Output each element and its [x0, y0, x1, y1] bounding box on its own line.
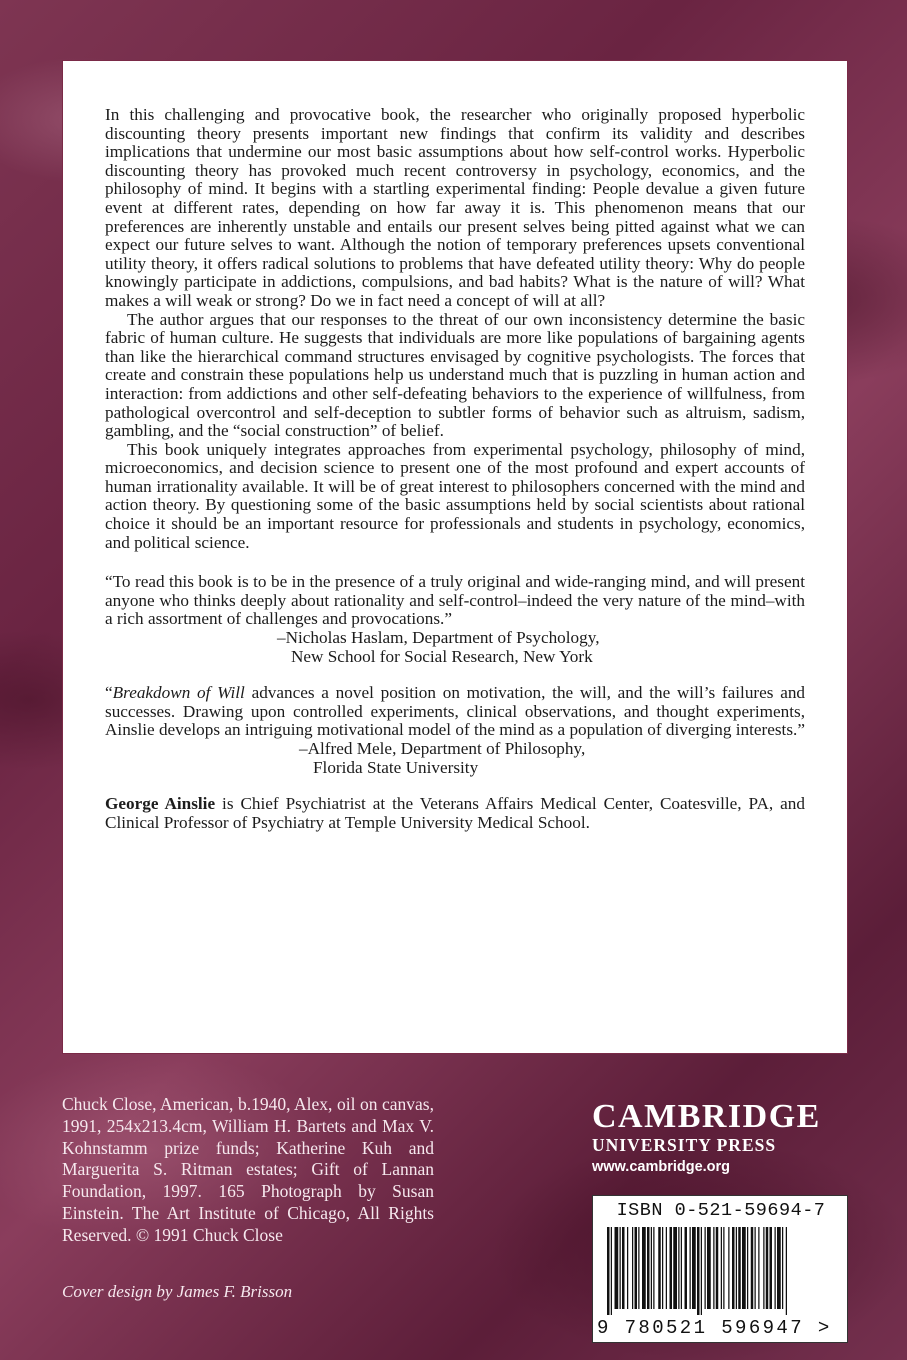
barcode-bar	[678, 1227, 679, 1309]
isbn-label: ISBN 0-521-59694-7	[616, 1200, 826, 1221]
barcode-bar	[770, 1227, 773, 1309]
barcode-bar	[736, 1227, 737, 1309]
spacer	[105, 777, 805, 795]
barcode-bar	[713, 1227, 714, 1309]
barcode-bar	[751, 1227, 754, 1309]
blurb-panel	[62, 60, 848, 1054]
review-attribution-2-line-2: Florida State University	[313, 757, 479, 777]
blurb-paragraph-2: The author argues that our responses to the threat of our own inconsistency determine the basic fabric of human culture. He suggests that individuals are more like populations of bargaining agents than like the hierarchical command structures envisaged by cognitive psychologists. The forces that create and constrain these populations help us understand much that is puzzling in human action and interaction: from addictions and other self-defeating behaviors to the experience of willfulness, from pathological overcontrol and self-deception to subtler forms of behavior such as altruism, sadism, gambling, and the “social construction” of belief.	[105, 309, 805, 441]
cover-design-credit: Cover design by James F. Brisson	[62, 1282, 293, 1301]
barcode-bar	[707, 1227, 711, 1309]
barcode-bar	[658, 1227, 661, 1309]
barcode-bar	[642, 1227, 646, 1309]
barcode-bar	[701, 1227, 702, 1315]
barcode-bar	[653, 1227, 654, 1309]
barcode-bar	[622, 1227, 625, 1309]
author-bio-text: is Chief Psychiatrist at the Veterans Affairs Medical Center, Coatesville, PA, and Clinical Professor of Psychiatry at Temple University Medical School.	[105, 794, 805, 832]
barcode-digits: 9 780521 596947 >	[597, 1317, 832, 1339]
review-quote-2	[105, 684, 805, 740]
barcode-bar	[747, 1227, 748, 1309]
author-bio	[105, 795, 805, 832]
barcode-bar	[647, 1227, 650, 1309]
publisher-url: www.cambridge.org	[592, 1159, 731, 1175]
barcode-bar	[738, 1227, 741, 1309]
barcode-bar	[763, 1227, 764, 1309]
barcode-bar	[758, 1227, 759, 1309]
barcode-bar	[615, 1227, 619, 1309]
spacer	[105, 552, 805, 573]
barcode-bar	[742, 1227, 746, 1309]
barcode-bar	[620, 1227, 621, 1309]
barcode-bar	[673, 1227, 677, 1309]
blurb-paragraph-3: This book uniquely integrates approaches from experimental psychology, philosophy of mind, microeconomics, and decision science to present one of the most profound and expert accounts of human irrationality available. It will be of great interest to philosophers concerned with the mind and action theory. By questioning some of the basic assumptions held by social scientists about rational choice it should be an important resource for professionals and students in psychology, economics, and political science.	[105, 439, 805, 552]
barcode-bar	[786, 1227, 787, 1315]
barcode-bar	[716, 1227, 719, 1309]
barcode-bar	[728, 1227, 729, 1309]
review-attribution-1-line-1: –Nicholas Haslam, Department of Psychology,	[277, 628, 600, 648]
barcode-bar	[685, 1227, 688, 1309]
barcode-bar	[692, 1227, 696, 1309]
barcode-bar	[723, 1227, 724, 1309]
barcode-bar	[607, 1227, 610, 1315]
review-attribution-2-line-1: –Alfred Mele, Department of Philosophy,	[299, 739, 586, 758]
spacer	[105, 666, 805, 684]
barcode-bar	[732, 1227, 735, 1309]
review-attribution-1-line-2: New School for Social Research, New York	[291, 646, 593, 666]
barcode-bar	[775, 1227, 776, 1309]
barcode-bar	[666, 1227, 667, 1309]
barcode-bar	[627, 1227, 628, 1309]
blurb-paragraph-1: In this challenging and provocative book, the researcher who originally proposed hyperbolic discounting theory presents important new findings that confirm its validity and describes implications that undermine our most basic assumptions about how self-control works. Hyperbolic discounting theory has provoked much recent controversy in psychology, economics, and the philosophy of mind. It begins with a startling experimental finding: People devalue a given future event at different rates, depending on how far away it is. This phenomenon means that our preferences are inherently unstable and entails our present selves being pitted against what we can expect our future selves to want. Although the notion of temporary preferences upsets conventional utility theory, it offers radical solutions to problems that have defeated utility theory: Why do people knowingly participate in addictions, compulsions, and bad habits? What is the nature of will? What makes a will weak or strong? Do we in fact need a concept of will at all?	[105, 105, 805, 310]
author-name: George Ainslie	[105, 794, 216, 814]
publisher-name: CAMBRIDGE	[592, 1098, 821, 1135]
barcode-bar	[670, 1227, 673, 1309]
barcode-bar	[635, 1227, 638, 1309]
cover-art-credit: Chuck Close, American, b.1940, Alex, oil on canvas, 1991, 254x213.4cm, William H. Bartets and Max V. Kohnstamm prize funds; Katherine Kuh and Marguerita S. Ritman estates; Gift of Lannan Foundation, 1997. 165 Photograph by Susan Einstein. The Art Institute of Chicago, All Rights Reserved. © 1991 Chuck Close	[62, 1094, 434, 1245]
barcode-bar	[721, 1227, 722, 1309]
review-quote-2-book-title: Breakdown of Will	[112, 683, 245, 703]
publisher-subtitle: UNIVERSITY PRESS	[592, 1135, 777, 1155]
review-quote-1: “To read this book is to be in the presence of a truly original and wide-ranging mind, and will present anyone who thinks deeply about rationality and self-control–indeed the very nature of the mind–with a rich assortment of challenges and provocations.”	[105, 572, 805, 629]
barcode-bar	[662, 1227, 663, 1309]
publisher-logo	[592, 1100, 848, 1175]
isbn-barcode-block	[592, 1195, 848, 1343]
barcode-bar	[697, 1227, 700, 1315]
barcode-bar	[777, 1227, 781, 1309]
barcode-bar	[681, 1227, 682, 1309]
barcode-bar	[611, 1227, 612, 1315]
barcode-graphic	[599, 1227, 843, 1315]
barcode-bar	[782, 1227, 783, 1309]
barcode-bar	[705, 1227, 706, 1309]
review-quote-2-open-mark: “	[105, 683, 113, 703]
barcode-bar	[690, 1227, 691, 1309]
barcode-bar	[632, 1227, 633, 1309]
barcode-bar	[755, 1227, 756, 1309]
barcode-bar	[651, 1227, 652, 1309]
blurb-content	[105, 106, 805, 832]
barcode-bar	[638, 1227, 639, 1309]
barcode-bar	[766, 1227, 769, 1309]
review-quote-2-text: advances a novel position on motivation, the will, and the will’s failures and successes. Drawing upon controlled experiments, clinical observations, and thought experiments, Ainslie develops an intriguing motivational model of the mind as a population of diverging interests.”	[105, 683, 806, 740]
